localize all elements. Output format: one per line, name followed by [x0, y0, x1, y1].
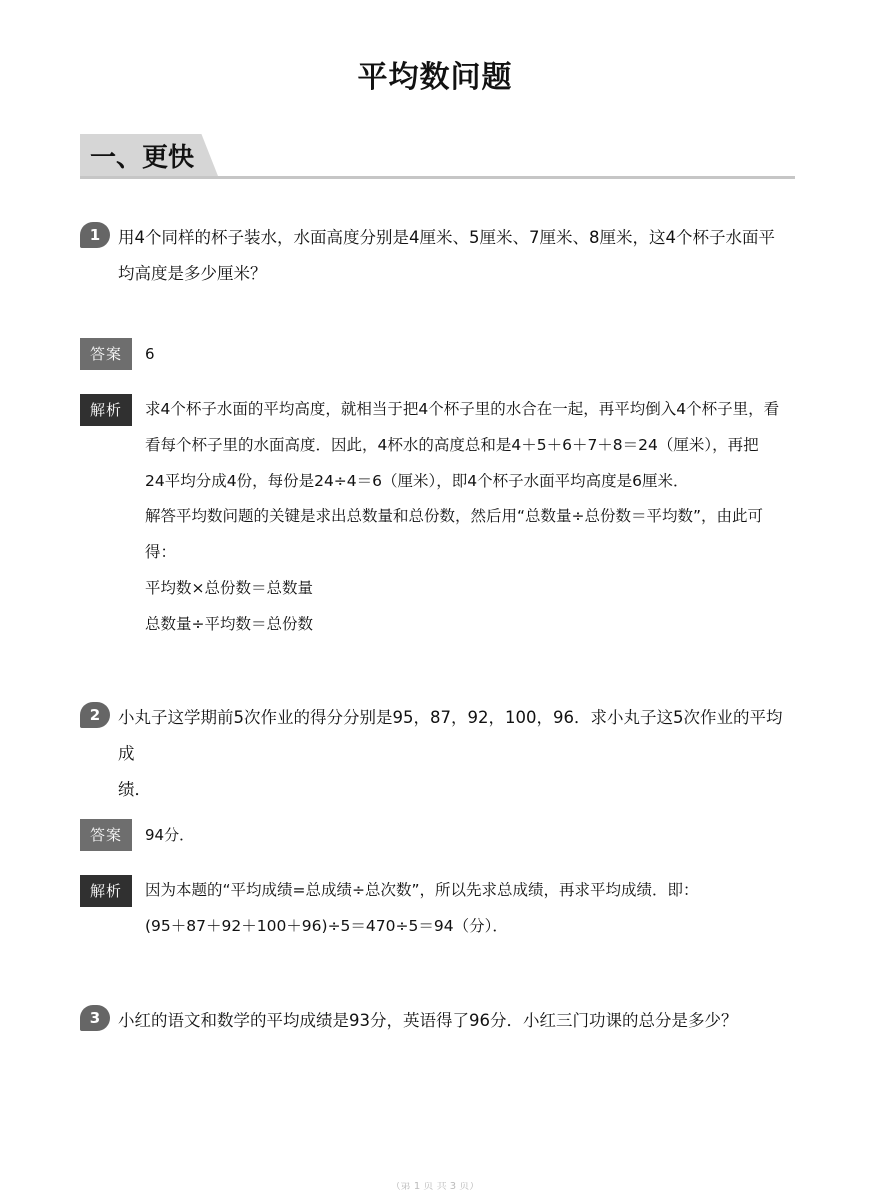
answer-value: 6	[145, 345, 155, 363]
analysis-line: 24平均分成4份，每份是24÷4＝6（厘米），即4个杯子水面平均高度是6厘米．	[145, 471, 689, 490]
page-title: 平均数问题	[357, 60, 513, 95]
question-number-badge: 1	[80, 222, 110, 248]
analysis-line: 得：	[145, 543, 177, 562]
answer-label: 答案	[80, 338, 132, 370]
analysis-line: (95＋87＋92＋100＋96)÷5＝470÷5＝94（分）．	[145, 916, 508, 935]
page-footer: （第 1 页 共 3 页）	[390, 1182, 480, 1191]
analysis-line: 因为本题的“平均成绩=总成绩÷总次数”，所以先求总成绩，再求平均成绩．即：	[145, 881, 699, 899]
analysis-label: 解析	[80, 875, 132, 907]
section-title: 一、更快	[90, 143, 195, 173]
analysis-text	[145, 392, 785, 643]
section-divider	[80, 176, 795, 179]
analysis-line: 解答平均数问题的关键是求出总数量和总份数，然后用“总数量÷总份数＝平均数”，由此可	[145, 507, 764, 526]
analysis-text	[145, 873, 785, 945]
answer-value: 94分．	[145, 826, 195, 844]
answer-label: 答案	[80, 819, 132, 851]
question-line: 小丸子这学期前5次作业的得分分别是95，87，92，100，96．求小丸子这5次作业的平均成	[118, 708, 783, 763]
question-1-text	[118, 220, 783, 292]
analysis-line: 平均数×总份数＝总数量	[145, 578, 313, 597]
question-line: 均高度是多少厘米？	[118, 264, 267, 283]
question-3-text	[118, 1003, 783, 1039]
question-line: 用4个同样的杯子装水，水面高度分别是4厘米、5厘米、7厘米、8厘米，这4个杯子水面平	[118, 228, 775, 247]
question-number-badge: 2	[80, 702, 110, 728]
analysis-line: 总数量÷平均数＝总份数	[145, 614, 313, 633]
analysis-label: 解析	[80, 394, 132, 426]
question-line: 小红的语文和数学的平均成绩是93分，英语得了96分．小红三门功课的总分是多少？	[118, 1011, 738, 1030]
question-line: 绩．	[118, 780, 151, 799]
analysis-line: 看每个杯子里的水面高度．因此，4杯水的高度总和是4＋5＋6＋7＋8＝24（厘米），再把	[145, 435, 759, 454]
section-header	[80, 134, 795, 180]
question-number-badge: 3	[80, 1005, 110, 1031]
analysis-line: 求4个杯子水面的平均高度，就相当于把4个杯子里的水合在一起，再平均倒入4个杯子里，看	[145, 400, 780, 418]
question-2-text	[118, 700, 783, 808]
